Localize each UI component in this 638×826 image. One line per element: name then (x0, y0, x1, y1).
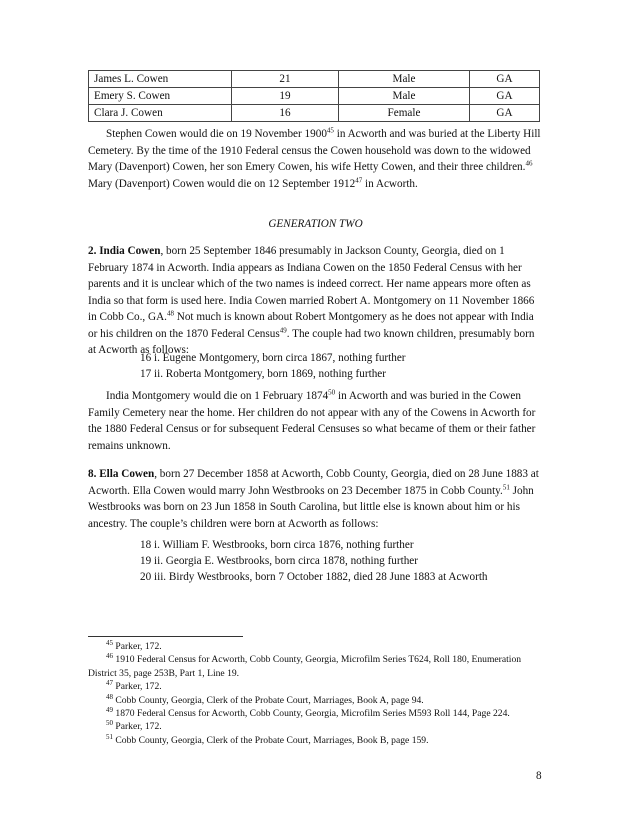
stephen-death-paragraph (88, 126, 543, 192)
ella-cowen-paragraph (88, 466, 543, 532)
table-cell-age: 16 (232, 105, 339, 122)
list-item: 18 i. William F. Westbrooks, born circa 1876, nothing further (140, 539, 414, 551)
footnote (88, 653, 543, 680)
text-run: . The couple had two known children, presumably born at Acworth as follows: (88, 327, 535, 356)
footnote-ref[interactable]: 49 (279, 325, 287, 334)
table-cell-state: GA (470, 88, 540, 105)
footnote-text: 1870 Federal Census for Acworth, Cobb County, Georgia, Microfilm Series M593 Roll 144, Page 224. (113, 708, 510, 720)
footnote-text: Cobb County, Georgia, Clerk of the Probate Court, Marriages, Book A, page 94. (113, 694, 424, 706)
table-cell-name: James L. Cowen (89, 71, 232, 88)
footnote (88, 640, 543, 653)
footnote-ref[interactable]: 51 (502, 482, 510, 491)
footnote (88, 680, 543, 693)
table-cell-age: 21 (232, 71, 339, 88)
table-cell-name: Clara J. Cowen (89, 105, 232, 122)
footnote-text: 1910 Federal Census for Acworth, Cobb County, Georgia, Microfilm Series T624, Roll 180, Enumeration District 35, page 253B, Part 1, Line 19. (88, 654, 522, 679)
footnotes (88, 640, 543, 747)
footnote (88, 720, 543, 733)
table-row (89, 88, 540, 105)
list-item: 19 ii. Georgia E. Westbrooks, born circa 1878, nothing further (140, 555, 419, 567)
india-children-list (140, 350, 406, 382)
footnote-divider (88, 636, 243, 637)
table-cell-sex: Female (339, 105, 470, 122)
text-run: in Acworth and was buried in the Cowen Family Cemetery near the home. Her children do not appear with any of the Cowens in Acworth for the 1880 Federal Census or for subsequent Federal Censuses so what became of them or their father remains unknown. (88, 390, 536, 452)
footnote-number: 49 (106, 705, 113, 714)
table-cell-state: GA (470, 105, 540, 122)
table-cell-name: Emery S. Cowen (89, 88, 232, 105)
table-cell-age: 19 (232, 88, 339, 105)
table-row (89, 71, 540, 88)
text-run: Stephen Cowen would die on 19 November 1900 (106, 128, 327, 140)
list-item: 17 ii. Roberta Montgomery, born 1869, nothing further (140, 368, 386, 380)
footnote-ref[interactable]: 46 (525, 159, 533, 168)
text-run: Mary (Davenport) Cowen would die on 12 September 1912 (88, 177, 356, 190)
text-run: , born 27 December 1858 at Acworth, Cobb County, Georgia, died on 28 June 1883 at Acworth. Ella Cowen would marry John Westbrooks on 23 December 1875 in Cobb County. (88, 468, 539, 497)
footnote-number: 48 (106, 692, 113, 701)
footnote-text: Parker, 172. (113, 641, 162, 652)
generation-heading: GENERATION TWO (268, 218, 363, 230)
text-run: in Acworth and was buried at the Liberty Hill Cemetery. By the time of the 1910 Federal census the Cowen household was down to the widowed Mary (Davenport) Cowen, her son Emery Cowen, his wife Hetty Cowen, and their three children. (88, 128, 541, 173)
table-cell-sex: Male (339, 71, 470, 88)
footnote-ref[interactable]: 48 (166, 309, 174, 318)
person-heading: 2. India Cowen (88, 245, 161, 257)
page-number: 8 (536, 770, 542, 782)
footnote-number: 51 (106, 732, 113, 741)
india-cowen-paragraph (88, 243, 543, 359)
footnote (88, 707, 543, 720)
text-run: India Montgomery would die on 1 February 1874 (106, 390, 329, 402)
footnote-number: 50 (106, 719, 113, 728)
text-run: , born 25 September 1846 presumably in Jackson County, Georgia, died on 1 February 1874 in Acworth. India appears as Indiana Cowen on the 1850 Federal Census with her parents and it is unclear which of the two names is indeed correct. Her name appears more often as India so that form is used here. India Cowen married Robert A. Montgomery on 11 November 1866 in Cobb Co., GA. (88, 245, 535, 323)
footnote-number: 47 (106, 679, 113, 688)
footnote (88, 734, 543, 747)
footnote-ref[interactable]: 50 (328, 388, 336, 397)
footnote-text: Cobb County, Georgia, Clerk of the Probate Court, Marriages, Book B, page 159. (113, 734, 429, 746)
text-run: John Westbrooks was born on 23 Jun 1858 in South Carolina, but little else is known about him or his ancestry. The couple’s children were born at Acworth as follows: (88, 484, 534, 530)
ella-children-list (140, 537, 488, 585)
footnote-text: Parker, 172. (113, 681, 162, 693)
list-item: 20 iii. Birdy Westbrooks, born 7 October 1882, died 28 June 1883 at Acworth (140, 571, 488, 583)
list-item: 16 i. Eugene Montgomery, born circa 1867, nothing further (140, 352, 406, 364)
table-cell-state: GA (470, 71, 540, 88)
footnote-number: 46 (106, 652, 113, 661)
footnote-ref[interactable]: 47 (355, 175, 363, 184)
person-heading: 8. Ella Cowen (88, 468, 155, 480)
india-death-paragraph (88, 388, 543, 454)
text-run: Not much is known about Robert Montgomery as he does not appear with India or his children on the 1870 Federal Census (88, 311, 534, 340)
census-table (88, 70, 540, 122)
footnote-number: 45 (106, 638, 113, 647)
footnote-ref[interactable]: 45 (326, 126, 334, 135)
text-run: in Acworth. (362, 177, 418, 190)
table-cell-sex: Male (339, 88, 470, 105)
footnote-text: Parker, 172. (113, 721, 162, 733)
footnote (88, 694, 543, 707)
table-row (89, 105, 540, 122)
